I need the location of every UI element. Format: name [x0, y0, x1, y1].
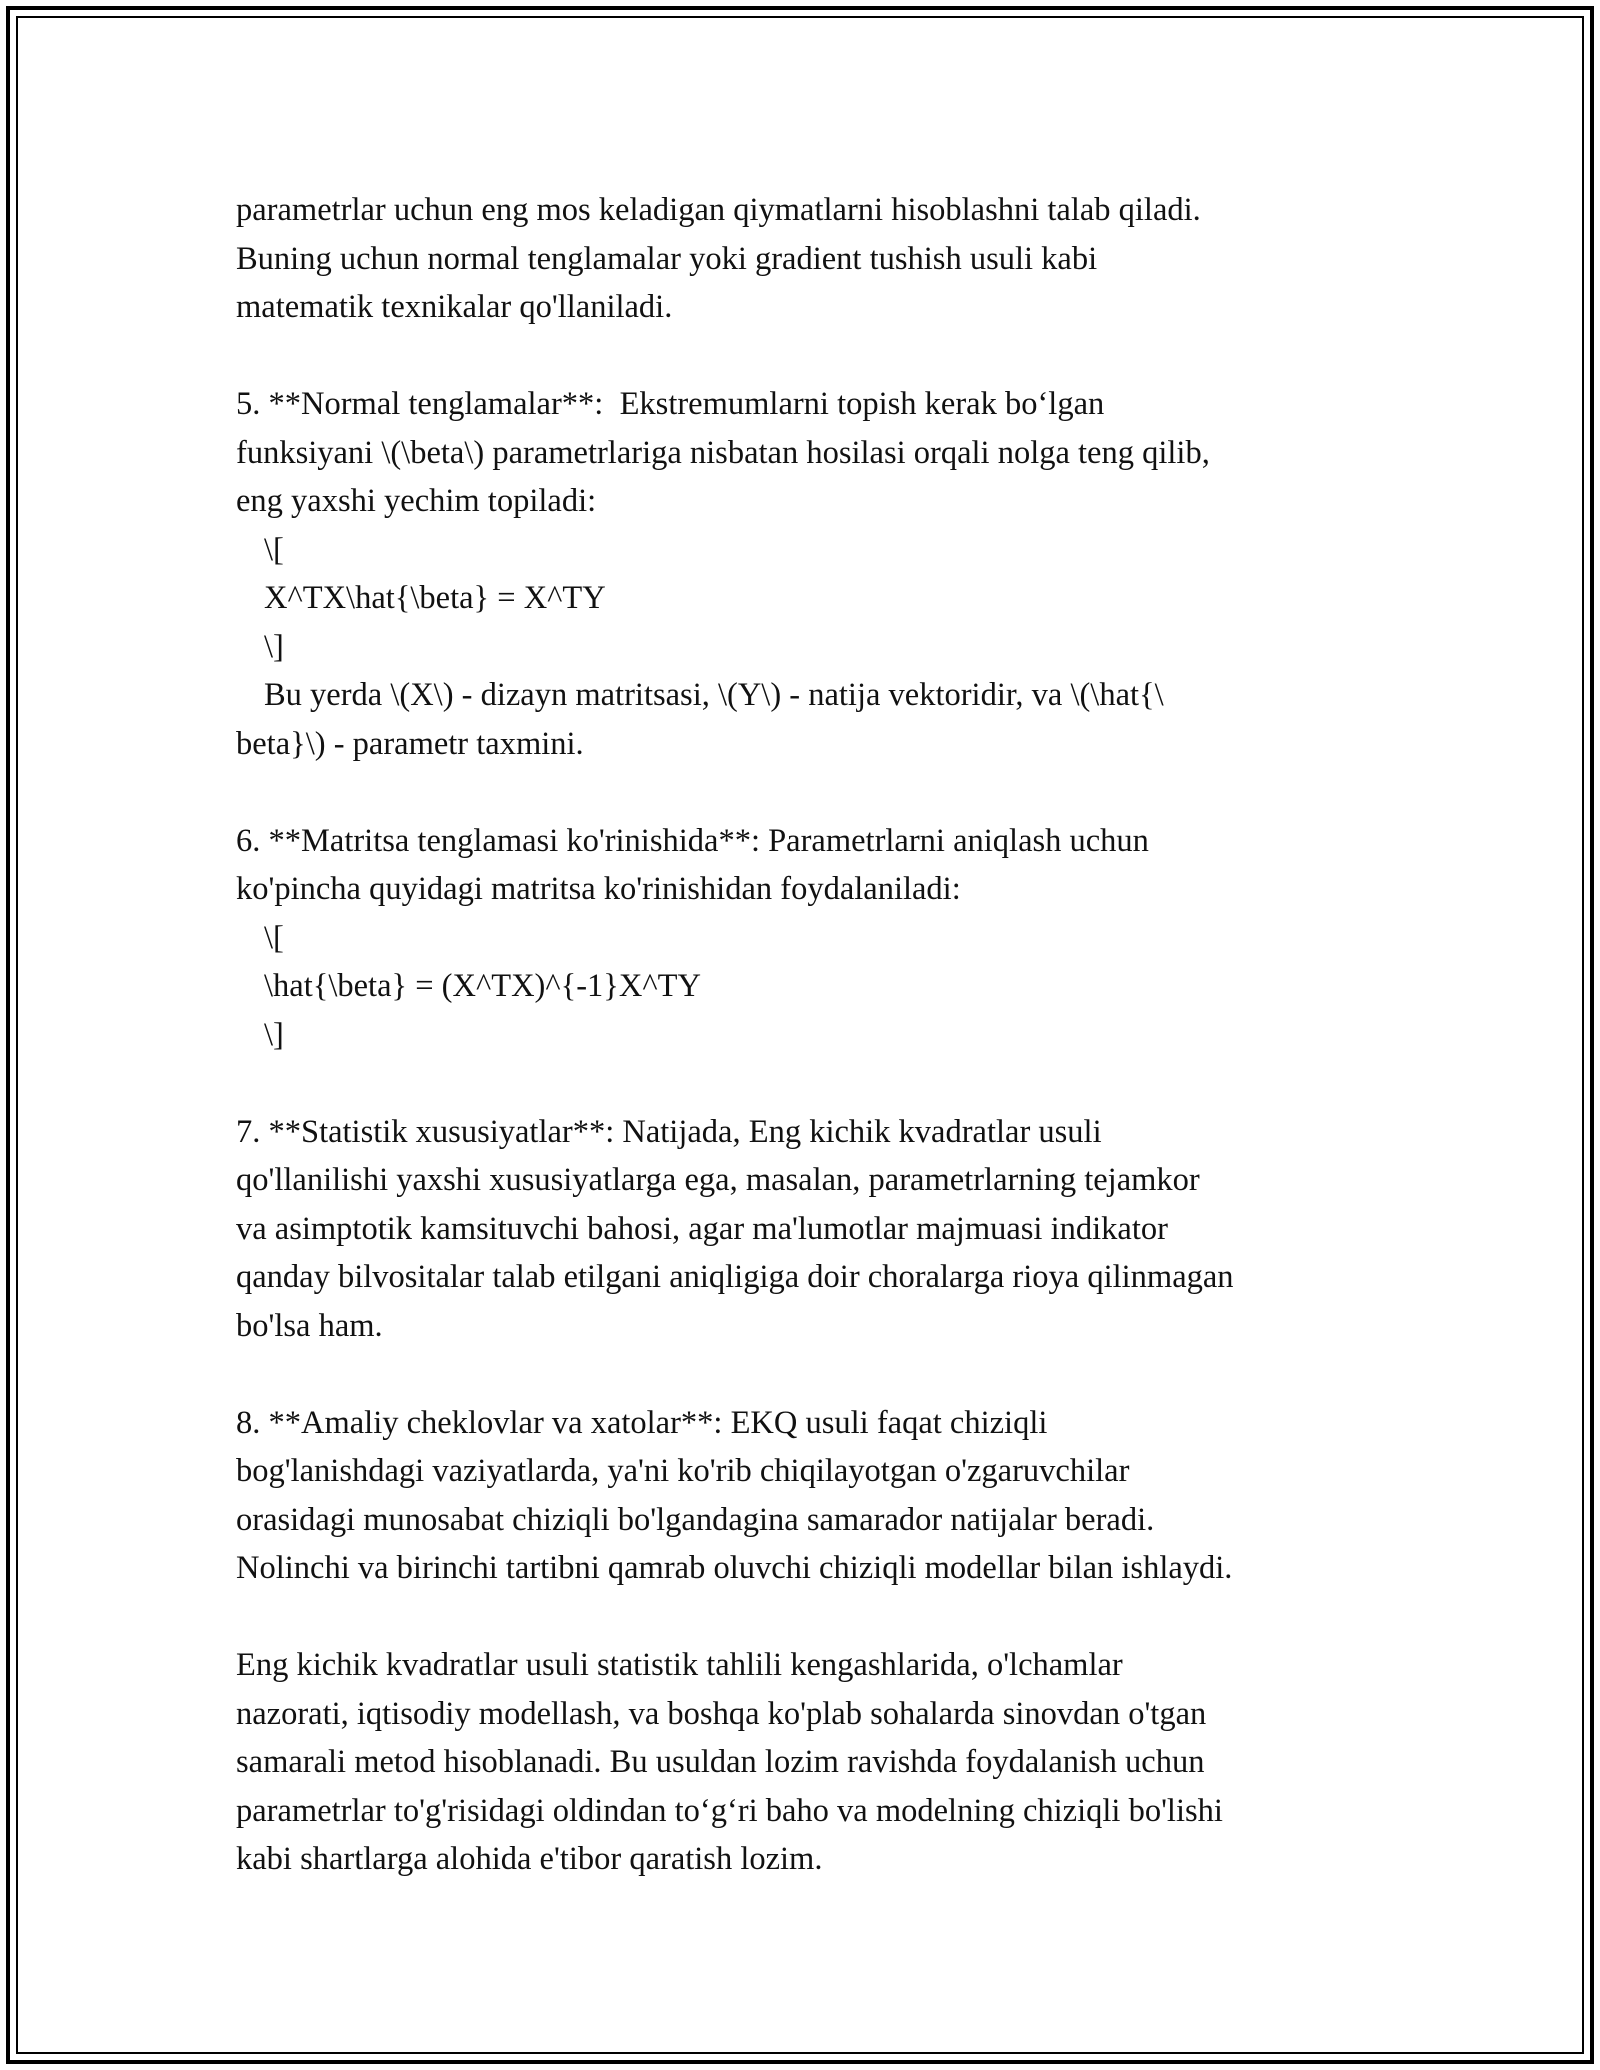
text-line: Bu yerda \(X\) - dizayn matritsasi, \(Y\) - natija vektoridir, va \(\hat{\ — [264, 677, 1164, 713]
document-body — [236, 186, 1396, 1884]
item-6-matrix-equation — [236, 817, 1396, 1060]
paragraph-gap — [236, 1350, 1396, 1399]
intro-paragraph — [236, 186, 1396, 332]
item-5-normal-equations — [236, 380, 1396, 768]
text-line: Eng kichik kvadratlar usuli statistik tahlili kengashlarida, o'lchamlar — [236, 1647, 1123, 1683]
item-heading-line: 6. **Matritsa tenglamasi ko'rinishida**: Parametrlarni aniqlash uchun — [236, 822, 1149, 859]
formula-close: \] — [264, 628, 284, 665]
text-line: kabi shartlarga alohida e'tibor qaratish lozim. — [236, 1841, 823, 1877]
formula-close: \] — [264, 1016, 284, 1053]
text-line: orasidagi munosabat chiziqli bo'lgandagina samarador natijalar beradi. — [236, 1501, 1155, 1538]
text-line: qo'llanilishi yaxshi xususiyatlarga ega, masalan, parametrlarning tejamkor — [236, 1162, 1200, 1198]
text-line: beta}\) - parametr taxmini. — [236, 725, 584, 762]
formula: X^TX\hat{\beta} = X^TY — [264, 580, 606, 616]
text-line: bo'lsa ham. — [236, 1307, 383, 1344]
text-line: Nolinchi va birinchi tartibni qamrab oluvchi chiziqli modellar bilan ishlaydi. — [236, 1550, 1233, 1586]
text-line: eng yaxshi yechim topiladi: — [236, 483, 597, 519]
item-heading-line: 5. **Normal tenglamalar**: Ekstremumlarni topish kerak bo‘lgan — [236, 386, 1105, 422]
paragraph-gap — [236, 1593, 1396, 1642]
formula-open: \[ — [264, 919, 284, 956]
text-line: Buning uchun normal tenglamalar yoki gradient tushish usuli kabi — [236, 240, 1098, 277]
paragraph-gap — [236, 332, 1396, 381]
item-7-statistical-properties — [236, 1108, 1396, 1351]
formula-open: \[ — [264, 531, 284, 568]
text-line: nazorati, iqtisodiy modellash, va boshqa ko'plab sohalarda sinovdan o'tgan — [236, 1695, 1207, 1732]
item-heading-line: 8. **Amaliy cheklovlar va xatolar**: EKQ usuli faqat chiziqli — [236, 1404, 1048, 1441]
paragraph-gap — [236, 768, 1396, 817]
formula: \hat{\beta} = (X^TX)^{-1}X^TY — [264, 968, 701, 1004]
text-line: ko'pincha quyidagi matritsa ko'rinishidan foydalaniladi: — [236, 871, 961, 907]
text-line: qanday bilvositalar talab etilgani aniqligiga doir choralarga rioya qilinmagan — [236, 1259, 1234, 1295]
item-8-practical-limitations — [236, 1399, 1396, 1593]
text-line: parametrlar to'g'risidagi oldindan to‘g‘ri baho va modelning chiziqli bo'lishi — [236, 1792, 1223, 1829]
item-heading-line: 7. **Statistik xususiyatlar**: Natijada, Eng kichik kvadratlar usuli — [236, 1113, 1102, 1150]
text-line: va asimptotik kamsituvchi bahosi, agar ma'lumotlar majmuasi indikator — [236, 1210, 1168, 1247]
text-line: bog'lanishdagi vaziyatlarda, ya'ni ko'rib chiqilayotgan o'zgaruvchilar — [236, 1453, 1130, 1489]
paragraph-gap — [236, 1059, 1396, 1108]
text-line: funksiyani \(\beta\) parametrlariga nisbatan hosilasi orqali nolga teng qilib, — [236, 434, 1210, 471]
text-line: parametrlar uchun eng mos keladigan qiymatlarni hisoblashni talab qiladi. — [236, 192, 1201, 228]
text-line: samarali metod hisoblanadi. Bu usuldan lozim ravishda foydalanish uchun — [236, 1744, 1205, 1780]
conclusion-paragraph — [236, 1641, 1396, 1884]
text-line: matematik texnikalar qo'llaniladi. — [236, 289, 673, 325]
